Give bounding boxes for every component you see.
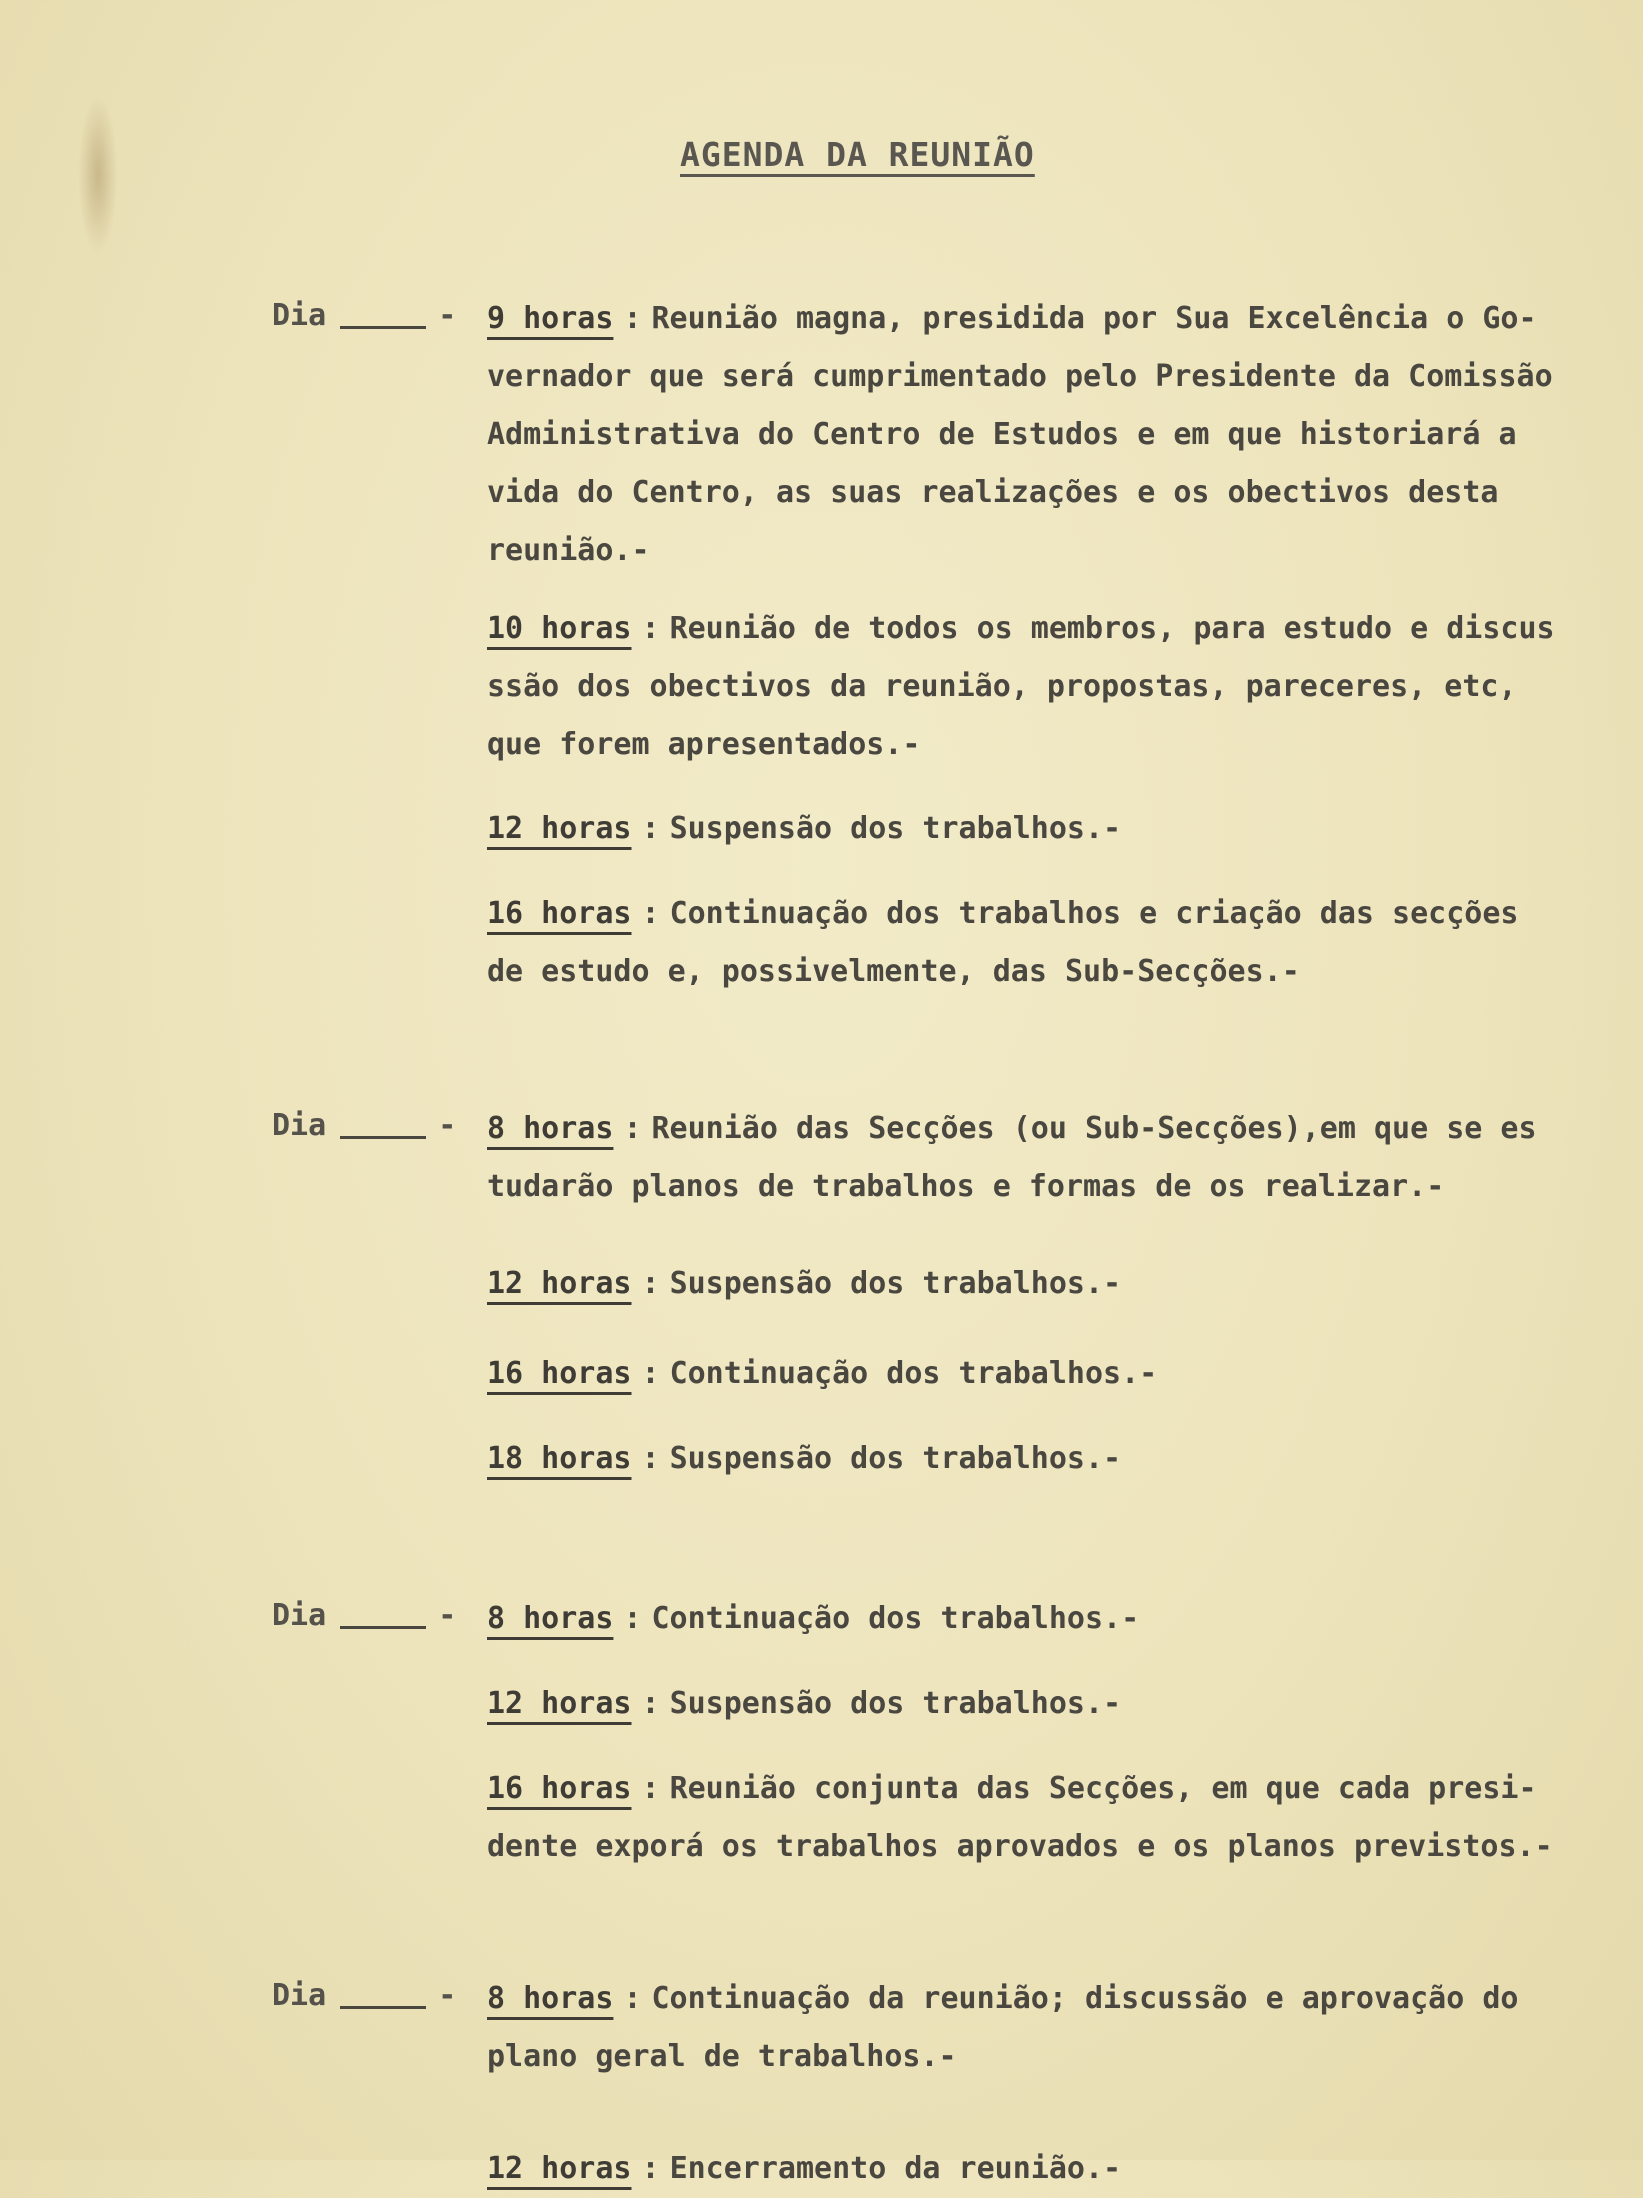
entry-text: plano geral de trabalhos.- — [487, 2039, 957, 2074]
entry-text: Suspensão dos trabalhos.- — [669, 811, 1122, 846]
page-title: AGENDA DA REUNIÃO — [680, 135, 1035, 174]
entry-time: 12 horas — [487, 811, 632, 846]
entry-line — [487, 943, 1637, 1001]
entry-line — [487, 800, 1637, 858]
entry-line — [487, 464, 1637, 522]
day-label — [272, 1108, 470, 1143]
entry-line — [487, 1255, 1637, 1313]
entry-line — [487, 406, 1637, 464]
entry-text: dente exporá os trabalhos aprovados e os planos previstos.- — [487, 1829, 1553, 1864]
entry-time: 8 horas — [487, 1111, 614, 1146]
day-label-text: Dia — [272, 1978, 327, 2013]
entry-text: Reunião magna, presidida por Sua Excelência o Go- — [651, 301, 1537, 336]
entry-separator: : — [641, 1686, 660, 1721]
entry-text: Suspensão dos trabalhos.- — [669, 1686, 1122, 1721]
entry-separator: : — [641, 1771, 660, 1806]
entry-separator: : — [641, 811, 660, 846]
day-label-text: Dia — [272, 298, 327, 333]
entry-separator: : — [623, 1111, 642, 1146]
day-label — [272, 1978, 470, 2013]
entry-separator: : — [641, 2151, 660, 2186]
entry-line — [487, 2028, 1637, 2086]
entry-time: 16 horas — [487, 1356, 632, 1391]
entry-line — [487, 1100, 1637, 1158]
agenda-entry — [487, 1970, 1637, 2086]
entry-separator: : — [641, 1356, 660, 1391]
entry-line — [487, 600, 1637, 658]
entry-separator: : — [641, 896, 660, 931]
entry-text: Administrativa do Centro de Estudos e em que historiará a — [487, 417, 1517, 452]
entry-line — [487, 1345, 1637, 1403]
entry-line — [487, 2140, 1637, 2198]
date-blank-line — [340, 326, 426, 329]
entry-time: 8 horas — [487, 1601, 614, 1636]
entry-text: Encerramento da reunião.- — [669, 2151, 1122, 2186]
entry-text: Reunião de todos os membros, para estudo e discus — [669, 611, 1555, 646]
entry-line — [487, 1590, 1637, 1648]
day-label-text: Dia — [272, 1598, 327, 1633]
agenda-entry — [487, 1675, 1637, 1733]
entry-text: Continuação dos trabalhos e criação das secções — [669, 896, 1519, 931]
entry-line — [487, 1760, 1637, 1818]
day-label — [272, 298, 470, 333]
entry-text: Reunião das Secções (ou Sub-Secções),em que se es — [651, 1111, 1537, 1146]
entry-line — [487, 1818, 1637, 1876]
entry-separator: : — [623, 1981, 642, 2016]
date-blank-line — [340, 2006, 426, 2009]
agenda-entry — [487, 290, 1637, 580]
entry-time: 12 horas — [487, 1266, 632, 1301]
entry-text: vernador que será cumprimentado pelo Presidente da Comissão — [487, 359, 1553, 394]
entry-line — [487, 658, 1637, 716]
entry-time: 18 horas — [487, 1441, 632, 1476]
agenda-entry — [487, 1255, 1637, 1313]
entry-time: 9 horas — [487, 301, 614, 336]
agenda-entry — [487, 1345, 1637, 1403]
entry-line — [487, 1430, 1637, 1488]
date-blank-line — [340, 1136, 426, 1139]
day-label-text: Dia — [272, 1108, 327, 1143]
dash: - — [438, 1978, 457, 2013]
agenda-entry — [487, 2140, 1637, 2198]
entry-text: Continuação da reunião; discussão e aprovação do — [651, 1981, 1519, 2016]
agenda-entry — [487, 800, 1637, 858]
date-blank-line — [340, 1626, 426, 1629]
day-label — [272, 1598, 470, 1633]
entry-text: Reunião conjunta das Secções, em que cada presi- — [669, 1771, 1537, 1806]
agenda-entry — [487, 1430, 1637, 1488]
entry-line — [487, 522, 1637, 580]
entry-line — [487, 348, 1637, 406]
entry-line — [487, 1675, 1637, 1733]
dash: - — [438, 1598, 457, 1633]
paper-stain — [78, 95, 118, 255]
entry-line — [487, 290, 1637, 348]
entry-time: 16 horas — [487, 1771, 632, 1806]
agenda-entry — [487, 1590, 1637, 1648]
entry-separator: : — [641, 1266, 660, 1301]
entry-separator: : — [641, 1441, 660, 1476]
entry-separator: : — [623, 301, 642, 336]
entry-time: 16 horas — [487, 896, 632, 931]
entry-text: Continuação dos trabalhos.- — [669, 1356, 1158, 1391]
entry-line — [487, 1970, 1637, 2028]
dash: - — [438, 1108, 457, 1143]
entry-time: 12 horas — [487, 2151, 632, 2186]
entry-text: tudarão planos de trabalhos e formas de os realizar.- — [487, 1169, 1445, 1204]
entry-text: Suspensão dos trabalhos.- — [669, 1441, 1122, 1476]
agenda-entry — [487, 1760, 1637, 1876]
entry-text: Suspensão dos trabalhos.- — [669, 1266, 1122, 1301]
entry-time: 10 horas — [487, 611, 632, 646]
agenda-entry — [487, 885, 1637, 1001]
dash: - — [438, 298, 457, 333]
entry-line — [487, 1158, 1637, 1216]
agenda-entry — [487, 1100, 1637, 1216]
entry-text: vida do Centro, as suas realizações e os obectivos desta — [487, 475, 1499, 510]
entry-text: reunião.- — [487, 533, 650, 568]
entry-text: que forem apresentados.- — [487, 727, 921, 762]
entry-time: 8 horas — [487, 1981, 614, 2016]
entry-separator: : — [641, 611, 660, 646]
entry-line — [487, 885, 1637, 943]
entry-time: 12 horas — [487, 1686, 632, 1721]
entry-text: ssão dos obectivos da reunião, propostas, pareceres, etc, — [487, 669, 1517, 704]
entry-line — [487, 716, 1637, 774]
entry-text: Continuação dos trabalhos.- — [651, 1601, 1140, 1636]
agenda-entry — [487, 600, 1637, 774]
entry-text: de estudo e, possivelmente, das Sub-Secções.- — [487, 954, 1300, 989]
entry-separator: : — [623, 1601, 642, 1636]
